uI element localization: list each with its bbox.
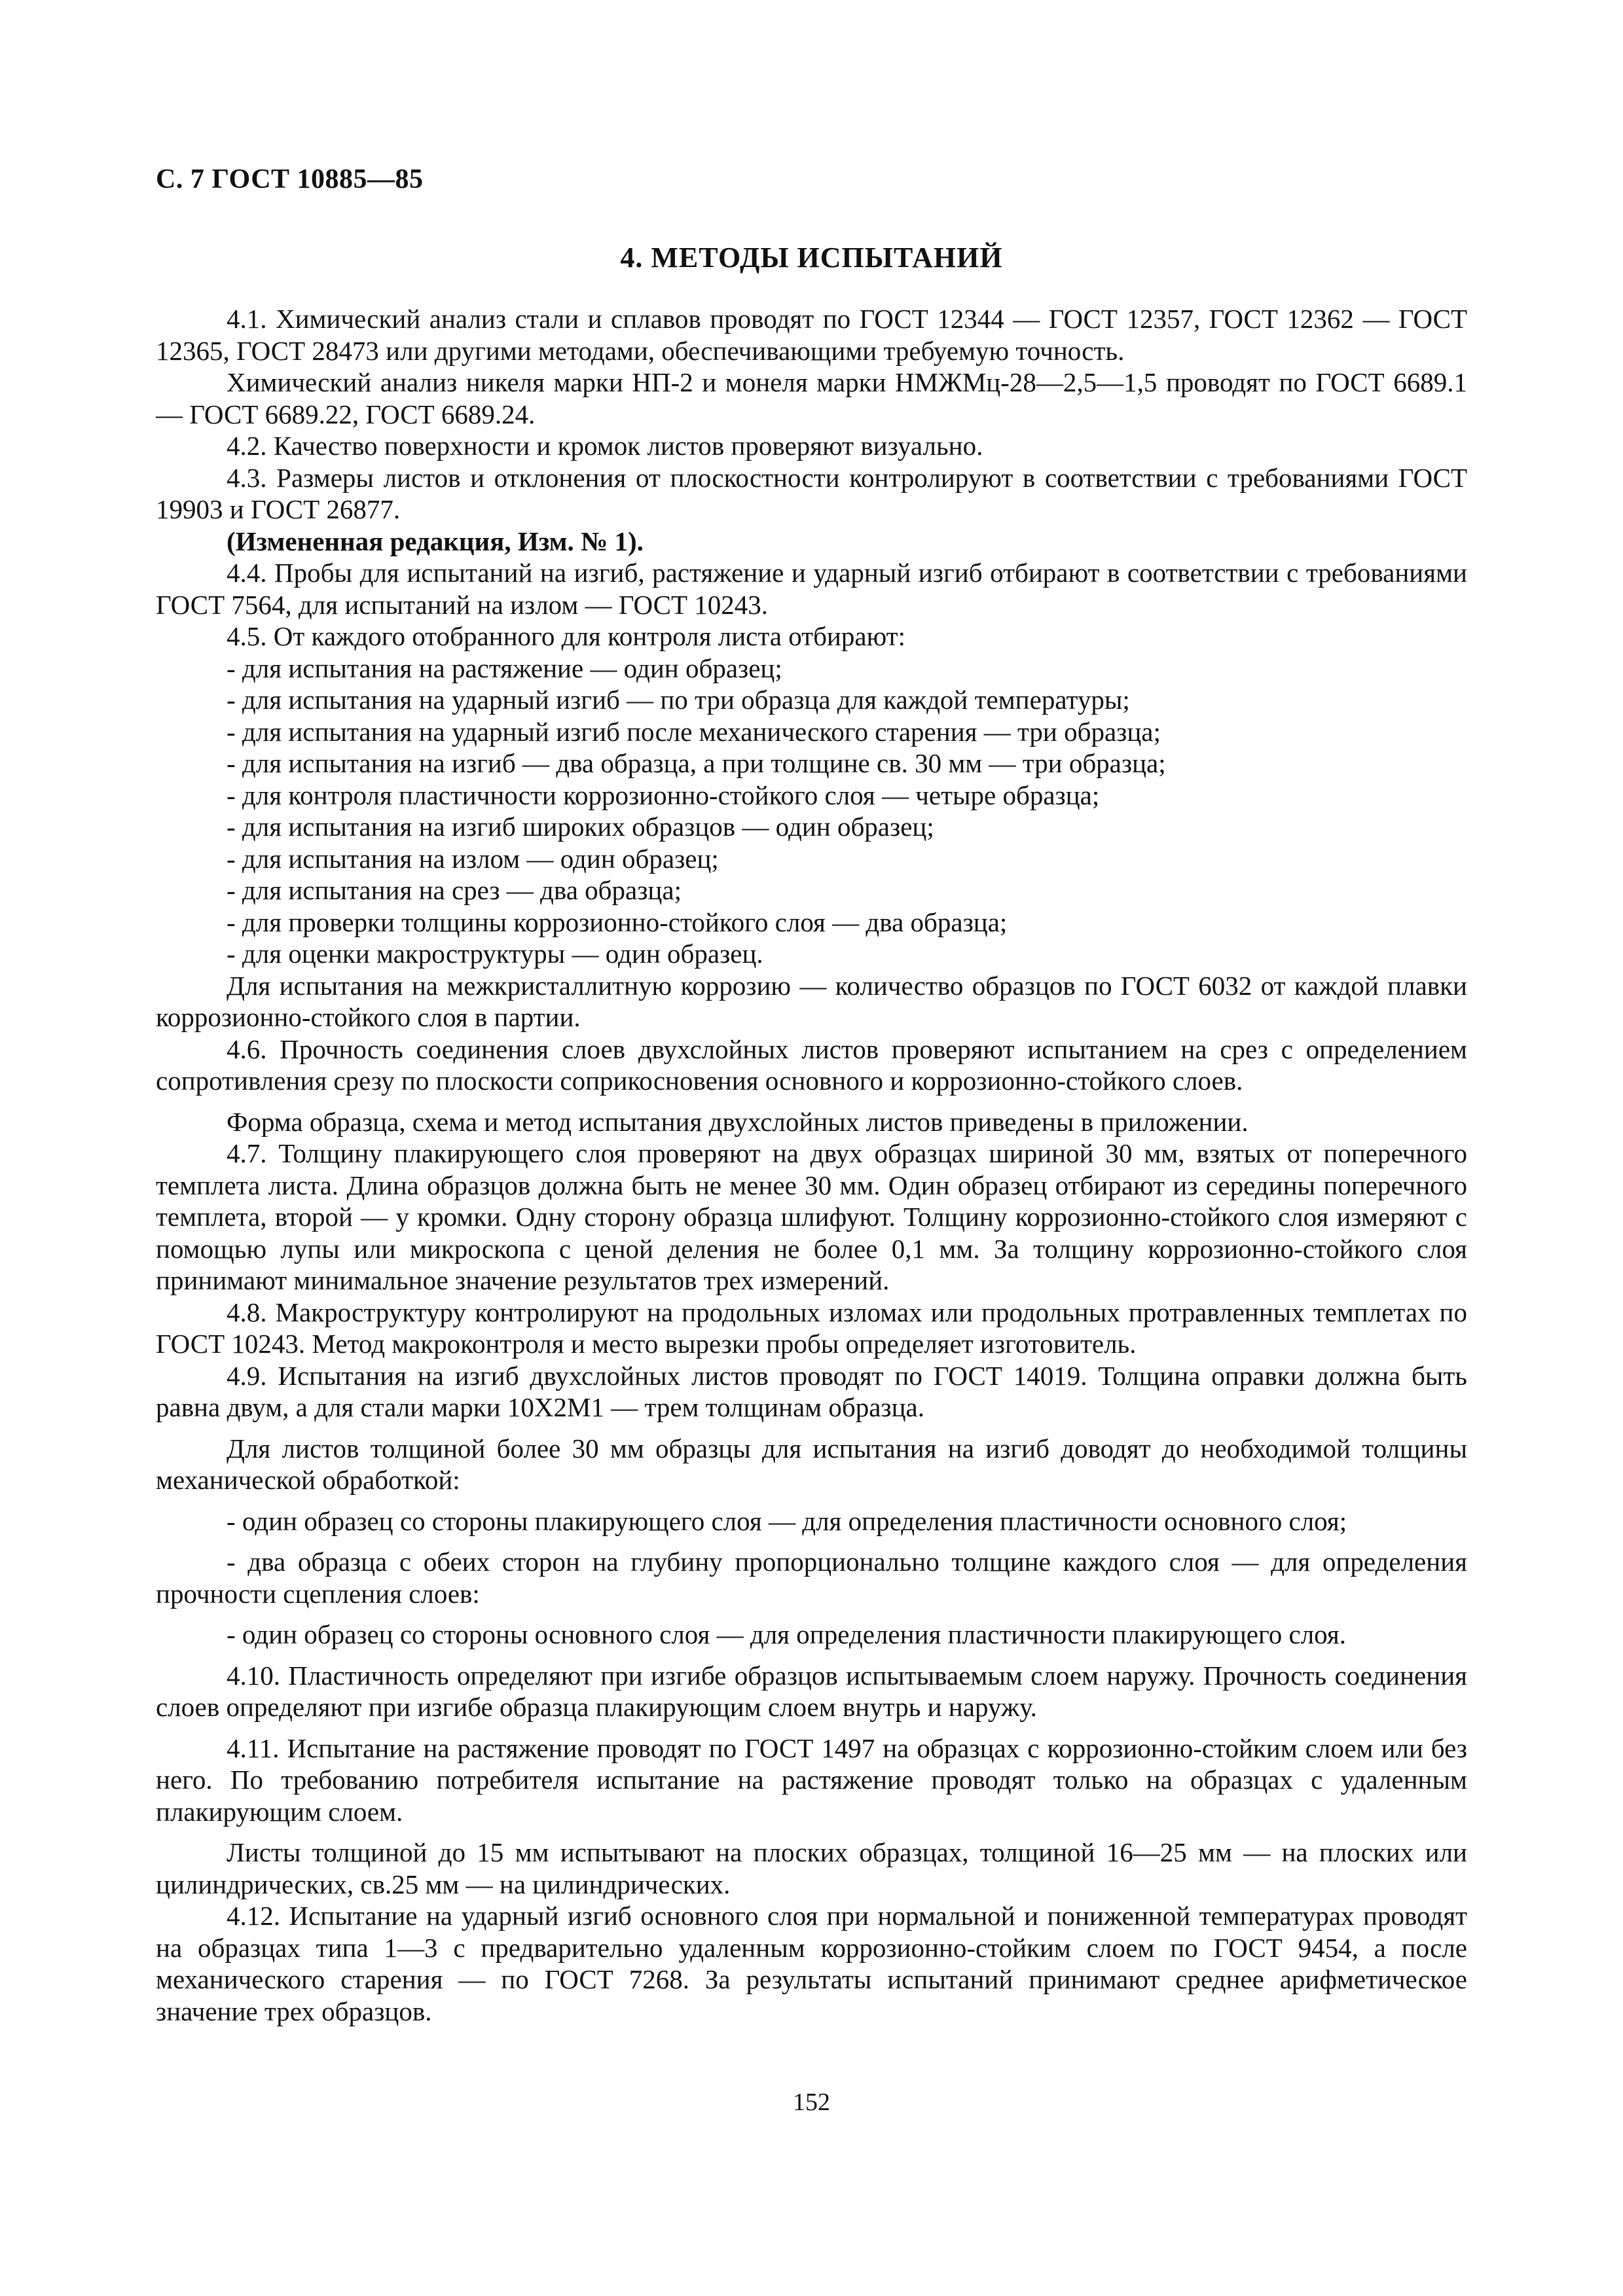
list-item: - два образца с обеих сторон на глубину пропорционально толщине каждого слоя — для определения прочности сцепления слоев: <box>156 1547 1467 1609</box>
list-item: - для испытания на срез — два образца; <box>227 875 682 905</box>
paragraph: Для листов толщиной более 30 мм образцы для испытания на изгиб доводят до необходимой толщины механической обработкой: <box>156 1433 1467 1495</box>
paragraph: Листы толщиной до 15 мм испытывают на плоских образцах, толщиной 16—25 мм — на плоских или цилиндрических, св.25 мм — на цилиндрических. <box>156 1837 1467 1899</box>
paragraph-4-8: 4.8. Макроструктуру контролируют на продольных изломах или продольных протравленных темплетах по ГОСТ 10243. Метод макроконтроля и место вырезки пробы определяет изготовитель. <box>156 1297 1467 1359</box>
paragraph-4-7: 4.7. Толщину плакирующего слоя проверяют на двух образцах шириной 30 мм, взятых от поперечного темплета листа. Длина образцов должна быть не менее 30 мм. Один образец отбирают из середины поперечного темплета, второй — у кромки. Одну сторону образца шлифуют. Толщину коррозионно-стойкого слоя измеряют с помощью лупы или микроскопа с ценой деления не более 0,1 мм. За толщину коррозионно-стойкого слоя принимают минимальное значение результатов трех измерений. <box>156 1138 1467 1295</box>
paragraph-4-4: 4.4. Пробы для испытаний на изгиб, растяжение и ударный изгиб отбирают в соответствии с требованиями ГОСТ 7564, для испытаний на излом — ГОСТ 10243. <box>156 558 1467 620</box>
list-item: - для контроля пластичности коррозионно-стойкого слоя — четыре образца; <box>227 780 1100 810</box>
amendment-note: (Измененная редакция, Изм. № 1). <box>227 526 644 556</box>
paragraph-4-1: 4.1. Химический анализ стали и сплавов проводят по ГОСТ 12344 — ГОСТ 12357, ГОСТ 12362 — ГОСТ 12365, ГОСТ 28473 или другими методами, обеспечивающими требуемую точность. <box>156 304 1467 366</box>
paragraph-4-11: 4.11. Испытание на растяжение проводят по ГОСТ 1497 на образцах с коррозионно-стойким слоем или без него. По требованию потребителя испытание на растяжение проводят только на образцах с удаленным плакирующим слоем. <box>156 1732 1467 1827</box>
paragraph: Форма образца, схема и метод испытания двухслойных листов приведены в приложении. <box>227 1106 1249 1137</box>
paragraph-4-3: 4.3. Размеры листов и отклонения от плоскостности контролируют в соответствии с требованиями ГОСТ 19903 и ГОСТ 26877. <box>156 462 1467 524</box>
list-item: - для испытания на ударный изгиб — по три образца для каждой температуры; <box>227 685 1130 715</box>
list-item: - один образец со стороны основного слоя — для определения пластичности плакирующего слоя. <box>227 1619 1346 1649</box>
paragraph: Химический анализ никеля марки НП-2 и монеля марки НМЖМц-28—2,5—1,5 проводят по ГОСТ 6689.1 — ГОСТ 6689.22, ГОСТ 6689.24. <box>156 367 1467 429</box>
paragraph-4-10: 4.10. Пластичность определяют при изгибе образцов испытываемым слоем наружу. Прочность соединения слоев определяют при изгибе образца плакирующим слоем внутрь и наружу. <box>156 1660 1467 1722</box>
list-item: - для оценки макроструктуры — один образец. <box>227 939 763 969</box>
list-item: - для испытания на растяжение — один образец; <box>227 653 782 683</box>
paragraph-4-9: 4.9. Испытания на изгиб двухслойных листов проводят по ГОСТ 14019. Толщина оправки должна быть равна двум, а для стали марки 10Х2М1 — трем толщинам образца. <box>156 1360 1467 1422</box>
paragraph-4-12: 4.12. Испытание на ударный изгиб основного слоя при нормальной и пониженной температурах проводят на образцах типа 1—3 с предварительно удаленным коррозионно-стойким слоем по ГОСТ 9454, а после механического старения — по ГОСТ 7268. За результаты испытаний принимают среднее арифметическое значение трех образцов. <box>156 1901 1467 2026</box>
document-body <box>156 303 1467 2027</box>
page-number: 152 <box>793 2089 830 2116</box>
list-item: - для проверки толщины коррозионно-стойкого слоя — два образца; <box>227 906 1008 937</box>
section-title: 4. МЕТОДЫ ИСПЫТАНИЙ <box>620 242 1003 274</box>
list-item: - один образец со стороны плакирующего слоя — для определения пластичности основного слоя; <box>227 1505 1347 1536</box>
page-header: С. 7 ГОСТ 10885—85 <box>156 164 424 194</box>
paragraph: Для испытания на межкристаллитную коррозию — количество образцов по ГОСТ 6032 от каждой плавки коррозионно-стойкого слоя в партии. <box>156 970 1467 1032</box>
paragraph-4-5: 4.5. От каждого отобранного для контроля листа отбирают: <box>227 621 905 651</box>
list-item: - для испытания на излом — один образец; <box>227 843 719 874</box>
list-item: - для испытания на изгиб широких образцов — один образец; <box>227 812 934 842</box>
list-item: - для испытания на ударный изгиб после механического старения — три образца; <box>227 716 1161 747</box>
paragraph-4-6: 4.6. Прочность соединения слоев двухслойных листов проверяют испытанием на срез с определением сопротивления срезу по плоскости соприкосновения основного и коррозионно-стойкого слоев. <box>156 1033 1467 1096</box>
list-item: - для испытания на изгиб — два образца, а при толщине св. 30 мм — три образца; <box>227 748 1166 778</box>
paragraph-4-2: 4.2. Качество поверхности и кромок листов проверяют визуально. <box>227 431 983 461</box>
